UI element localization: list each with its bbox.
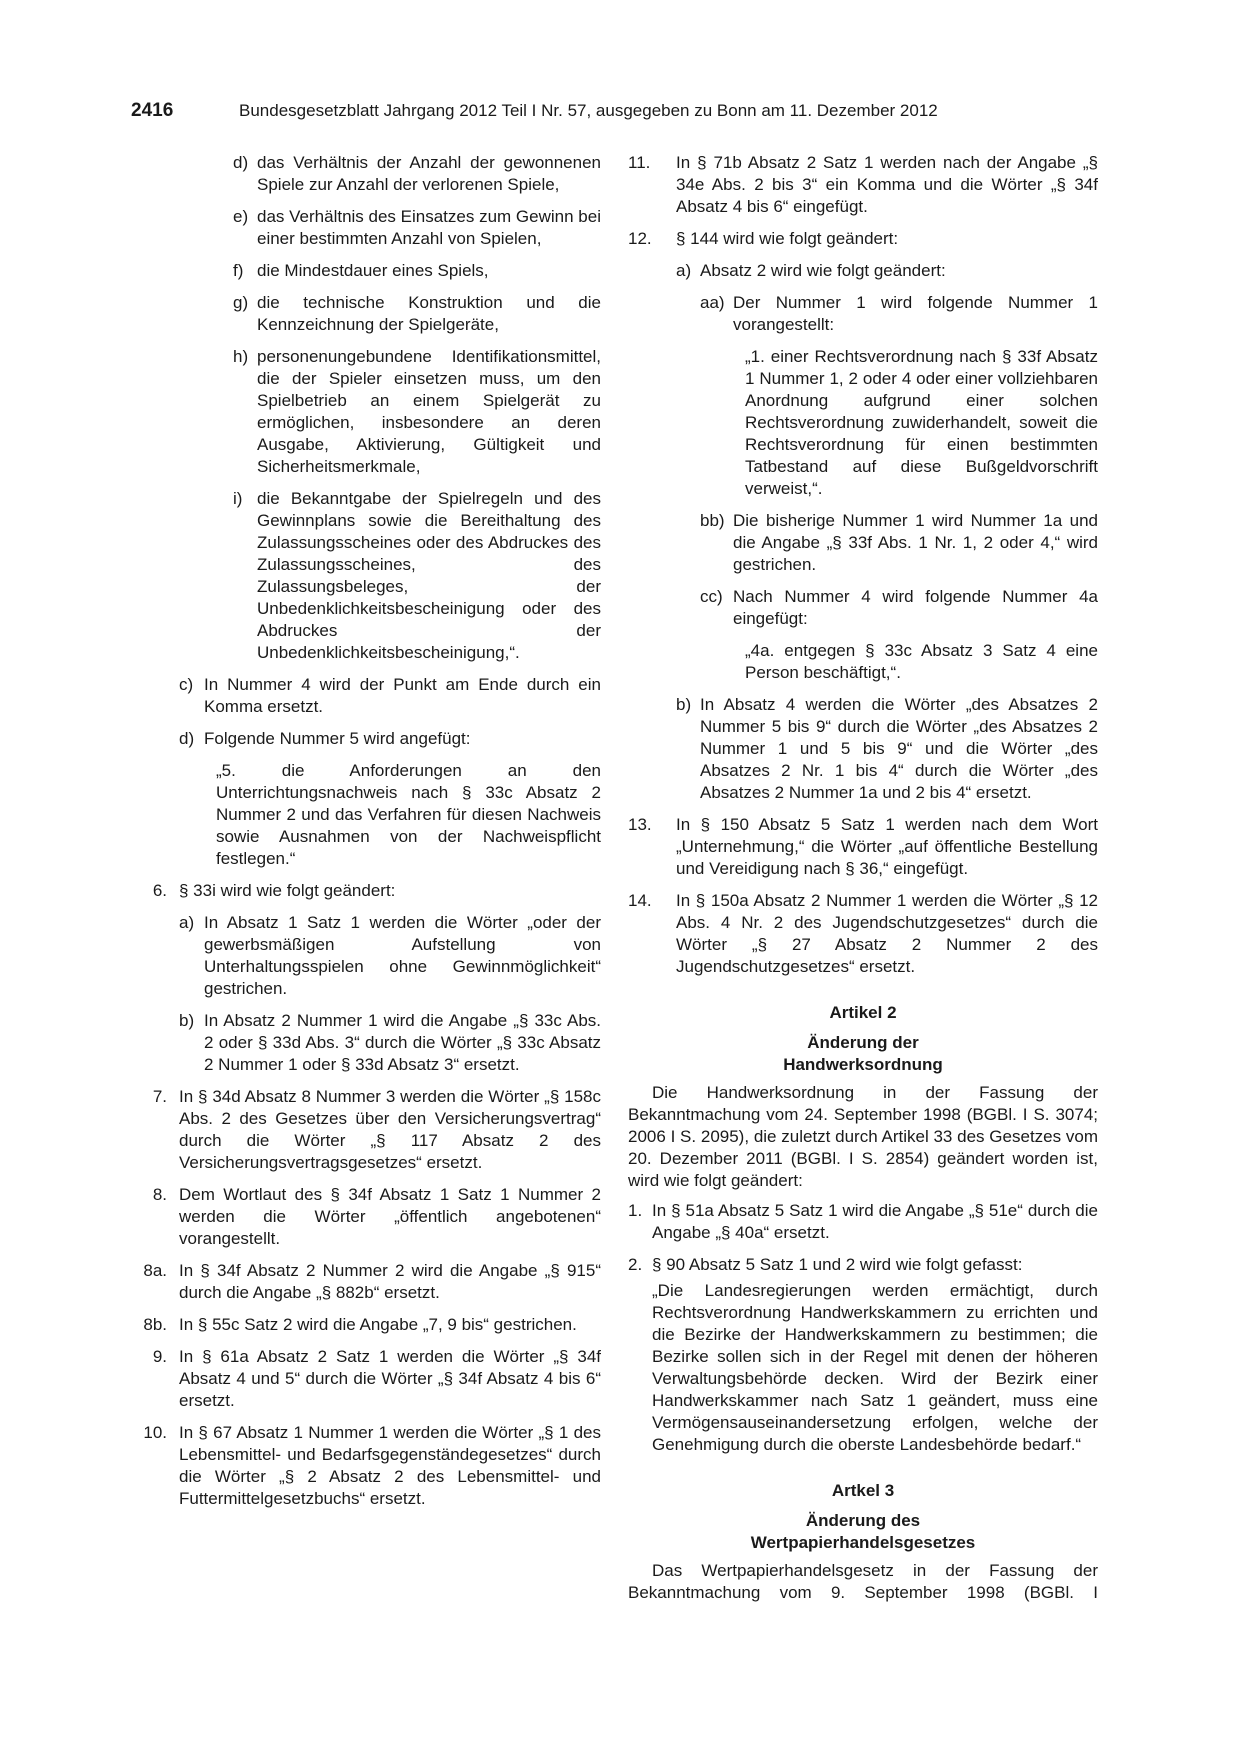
list-item [628,510,1098,576]
list-item-text: § 33i wird wie folgt geändert: [179,881,396,900]
list-item [131,152,601,196]
list-item-label: 12. [628,229,652,248]
list-item-text: In § 150a Absatz 2 Nummer 1 werden die Wörter „§ 12 Abs. 4 Nr. 2 des Jugendschutzgesetzes“ durch die Wörter „§ 27 Absatz 2 Nummer 2 des Jugendschutzgesetzes“ ersetzt. [676,891,1098,976]
list-item-label: a) [676,261,692,280]
list-item [131,1314,601,1336]
article-3-subtitle: Wertpapierhandelsgesetzes [750,1533,976,1552]
list-item-label: 9. [152,1347,167,1366]
article-3-intro: Das Wertpapierhandelsgesetz in der Fassung der Bekanntmachung vom 9. September 1998 (BGBl. I [628,1561,1098,1602]
list-item-label: b) [676,695,692,714]
list-item-label: d) [179,729,195,748]
list-item [131,1260,601,1304]
list-item-text: In § 34f Absatz 2 Nummer 2 wird die Angabe „§ 915“ durch die Angabe „§ 882b“ ersetzt. [179,1261,601,1302]
list-item-text: § 144 wird wie folgt geändert: [676,229,899,248]
list-item-label: 2. [628,1255,643,1274]
list-item-text: das Verhältnis des Einsatzes zum Gewinn bei einer bestimmten Anzahl von Spielen, [257,207,601,248]
list-item [131,292,601,336]
list-item [131,1086,601,1174]
list-item-text: Nach Nummer 4 wird folgende Nummer 4a eingefügt: [733,587,1098,628]
list-item-text: In § 67 Absatz 1 Nummer 1 werden die Wörter „§ 1 des Lebensmittel- und Bedarfsgegenständegesetzes“ durch die Wörter „§ 2 Absatz 2 des Lebensmittel- und Futtermittelgesetzbuchs“ ersetzt. [179,1423,601,1508]
list-item-text: die Bekanntgabe der Spielregeln und des Gewinnplans sowie die Bereithaltung des Zulassungsscheines oder des Abdruckes des Zulassungsscheines, des Zulassungsbeleges, der Unbedenklichkeitsbescheinigung oder des Abdruckes der Unbedenklichkeitsbescheinigung,“. [257,489,601,662]
article-3-subtitle: Änderung des [805,1511,921,1530]
list-item-label: i) [233,489,243,508]
list-item-label: 10. [143,1423,167,1442]
article-2-subtitle: Handwerksordnung [783,1055,943,1074]
list-item-text: § 90 Absatz 5 Satz 1 und 2 wird wie folgt gefasst: [652,1255,1023,1274]
list-item-label: c) [179,675,194,694]
list-item [628,814,1098,880]
list-item-label: aa) [700,293,725,312]
list-item [628,1200,1098,1244]
list-item-label: cc) [700,587,723,606]
list-item [628,260,1098,282]
quoted-text: „4a. entgegen § 33c Absatz 3 Satz 4 eine Person beschäftigt,“. [745,641,1098,682]
list-item [131,1346,601,1412]
list-item [131,674,601,718]
list-item [131,346,601,478]
list-item [628,694,1098,804]
list-item [628,890,1098,978]
quoted-text: „5. die Anforderungen an den Unterrichtungsnachweis nach § 33c Absatz 2 Nummer 2 und das Verfahren für diesen Nachweis sowie Ausnahmen von der Nachweispflicht festlegen.“ [216,761,601,868]
list-item-text: Der Nummer 1 wird folgende Nummer 1 vorangestellt: [733,293,1098,334]
list-item-label: 8a. [143,1261,167,1280]
quoted-text: „1. einer Rechtsverordnung nach § 33f Absatz 1 Nummer 1, 2 oder 4 oder einer vollziehbaren Anordnung aufgrund einer solchen Rechtsverordnung zuwiderhandelt, soweit die Rechtsverordnung für einen bestimmten Tatbestand auf diese Bußgeldvorschrift verweist,“. [745,347,1098,498]
list-item-text: Folgende Nummer 5 wird angefügt: [204,729,471,748]
list-item [131,912,601,1000]
list-item-label: b) [179,1011,195,1030]
list-item-text: In Nummer 4 wird der Punkt am Ende durch ein Komma ersetzt. [204,675,601,716]
list-item-text: die technische Konstruktion und die Kennzeichnung der Spielgeräte, [257,293,601,334]
list-item-text: Absatz 2 wird wie folgt geändert: [700,261,946,280]
list-item-label: e) [233,207,249,226]
left-column [131,152,601,1520]
list-item [131,260,601,282]
list-item-label: 1. [628,1201,643,1220]
list-item-label: 8. [152,1185,167,1204]
list-item-text: die Mindestdauer eines Spiels, [257,261,489,280]
list-item-text: personenungebundene Identifikationsmittel, die der Spieler einsetzen muss, um den Spielbetrieb an einem Spielgerät zu ermöglichen, insbesondere an deren Ausgabe, Aktivierung, Gültigkeit und Sicherheitsmerkmale, [257,347,601,476]
list-item-label: 13. [628,815,652,834]
list-item-label: 11. [628,153,651,172]
list-item-text: In § 55c Satz 2 wird die Angabe „7, 9 bis“ gestrichen. [179,1315,577,1334]
list-item [628,292,1098,336]
article-2-intro: Die Handwerksordnung in der Fassung der Bekanntmachung vom 24. September 1998 (BGBl. I S. 3074; 2006 I S. 2095), die zuletzt durch Artikel 33 des Gesetzes vom 20. Dezember 2011 (BGBl. I S. 2854) geändert worden ist, wird wie folgt geändert: [628,1083,1098,1190]
list-item [628,1254,1098,1276]
page-header [131,100,1011,130]
running-title: Bundesgesetzblatt Jahrgang 2012 Teil I Nr. 57, ausgegeben zu Bonn am 11. Dezember 2012 [239,101,938,120]
list-item [628,152,1098,218]
list-item-label: h) [233,347,249,366]
list-item-label: g) [233,293,249,312]
list-item [628,228,1098,250]
list-item-text: In Absatz 2 Nummer 1 wird die Angabe „§ 33c Abs. 2 oder § 33d Abs. 3“ durch die Wörter „§ 33c Absatz 2 Nummer 1 oder § 33d Absatz 3“ ersetzt. [204,1011,601,1074]
list-item [131,1422,601,1510]
list-item-text: In § 61a Absatz 2 Satz 1 werden die Wörter „§ 34f Absatz 4 und 5“ durch die Wörter „§ 34f Absatz 4 bis 6“ ersetzt. [179,1347,601,1410]
article-2-subtitle: Änderung der [807,1033,919,1052]
list-item [131,1010,601,1076]
list-item-text: In Absatz 1 Satz 1 werden die Wörter „oder der gewerbsmäßigen Aufstellung von Unterhaltungsspielen ohne Gewinnmöglichkeit“ gestrichen. [204,913,601,998]
list-item-text: das Verhältnis der Anzahl der gewonnenen Spiele zur Anzahl der verlorenen Spiele, [257,153,601,194]
list-item-text: In Absatz 4 werden die Wörter „des Absatzes 2 Nummer 5 bis 9“ durch die Wörter „des Absatzes 2 Nummer 1 und 5 bis 9“ und die Wörter „des Absatzes 2 Nr. 1 bis 4“ durch die Wörter „des Absatzes 2 Nummer 1a und 2 bis 4“ ersetzt. [700,695,1098,802]
list-item [131,488,601,664]
page-number: 2416 [131,100,174,121]
list-item [628,586,1098,630]
list-item-label: 7. [152,1087,167,1106]
article-3-title: Artkel 3 [831,1481,895,1500]
list-item [131,880,601,902]
list-item-label: d) [233,153,249,172]
list-item-label: 8b. [143,1315,167,1334]
list-item-text: Die bisherige Nummer 1 wird Nummer 1a und die Angabe „§ 33f Abs. 1 Nr. 1, 2 oder 4,“ wird gestrichen. [733,511,1098,574]
quoted-text: „Die Landesregierungen werden ermächtigt, durch Rechtsverordnung Handwerkskammern zu errichten und die Bezirke der Handwerkskammern zu bestimmen; die Bezirke sollen sich in der Regel mit denen der höheren Verwaltungsbehörde decken. Wird der Bezirk einer Handwerkskammer nach Satz 1 geändert, muss eine Vermögensauseinandersetzung erfolgen, welche der Genehmigung durch die oberste Landesbehörde bedarf.“ [652,1281,1098,1454]
list-item-label: 6. [152,881,167,900]
list-item-text: Dem Wortlaut des § 34f Absatz 1 Satz 1 Nummer 2 werden die Wörter „öffentlich angebotenen“ vorangestellt. [179,1185,601,1248]
list-item-text: In § 71b Absatz 2 Satz 1 werden nach der Angabe „§ 34e Abs. 2 bis 3“ ein Komma und die Wörter „§ 34f Absatz 4 bis 6“ eingefügt. [676,153,1098,216]
article-2-title: Artikel 2 [829,1003,897,1022]
list-item [131,728,601,750]
list-item [131,206,601,250]
list-item [131,1184,601,1250]
list-item-label: a) [179,913,195,932]
list-item-text: In § 150 Absatz 5 Satz 1 werden nach dem Wort „Unternehmung,“ die Wörter „auf öffentliche Bestellung und Vereidigung nach § 36,“ eingefügt. [676,815,1098,878]
list-item-label: f) [233,261,244,280]
list-item-label: 14. [628,891,652,910]
list-item-text: In § 51a Absatz 5 Satz 1 wird die Angabe „§ 51e“ durch die Angabe „§ 40a“ ersetzt. [652,1201,1098,1242]
list-item-text: In § 34d Absatz 8 Nummer 3 werden die Wörter „§ 158c Abs. 2 des Gesetzes über den Versicherungsvertrag“ durch die Wörter „§ 117 Absatz 2 des Versicherungsvertragsgesetzes“ ersetzt. [179,1087,601,1172]
right-column [628,152,1098,1612]
list-item-label: bb) [700,511,725,530]
